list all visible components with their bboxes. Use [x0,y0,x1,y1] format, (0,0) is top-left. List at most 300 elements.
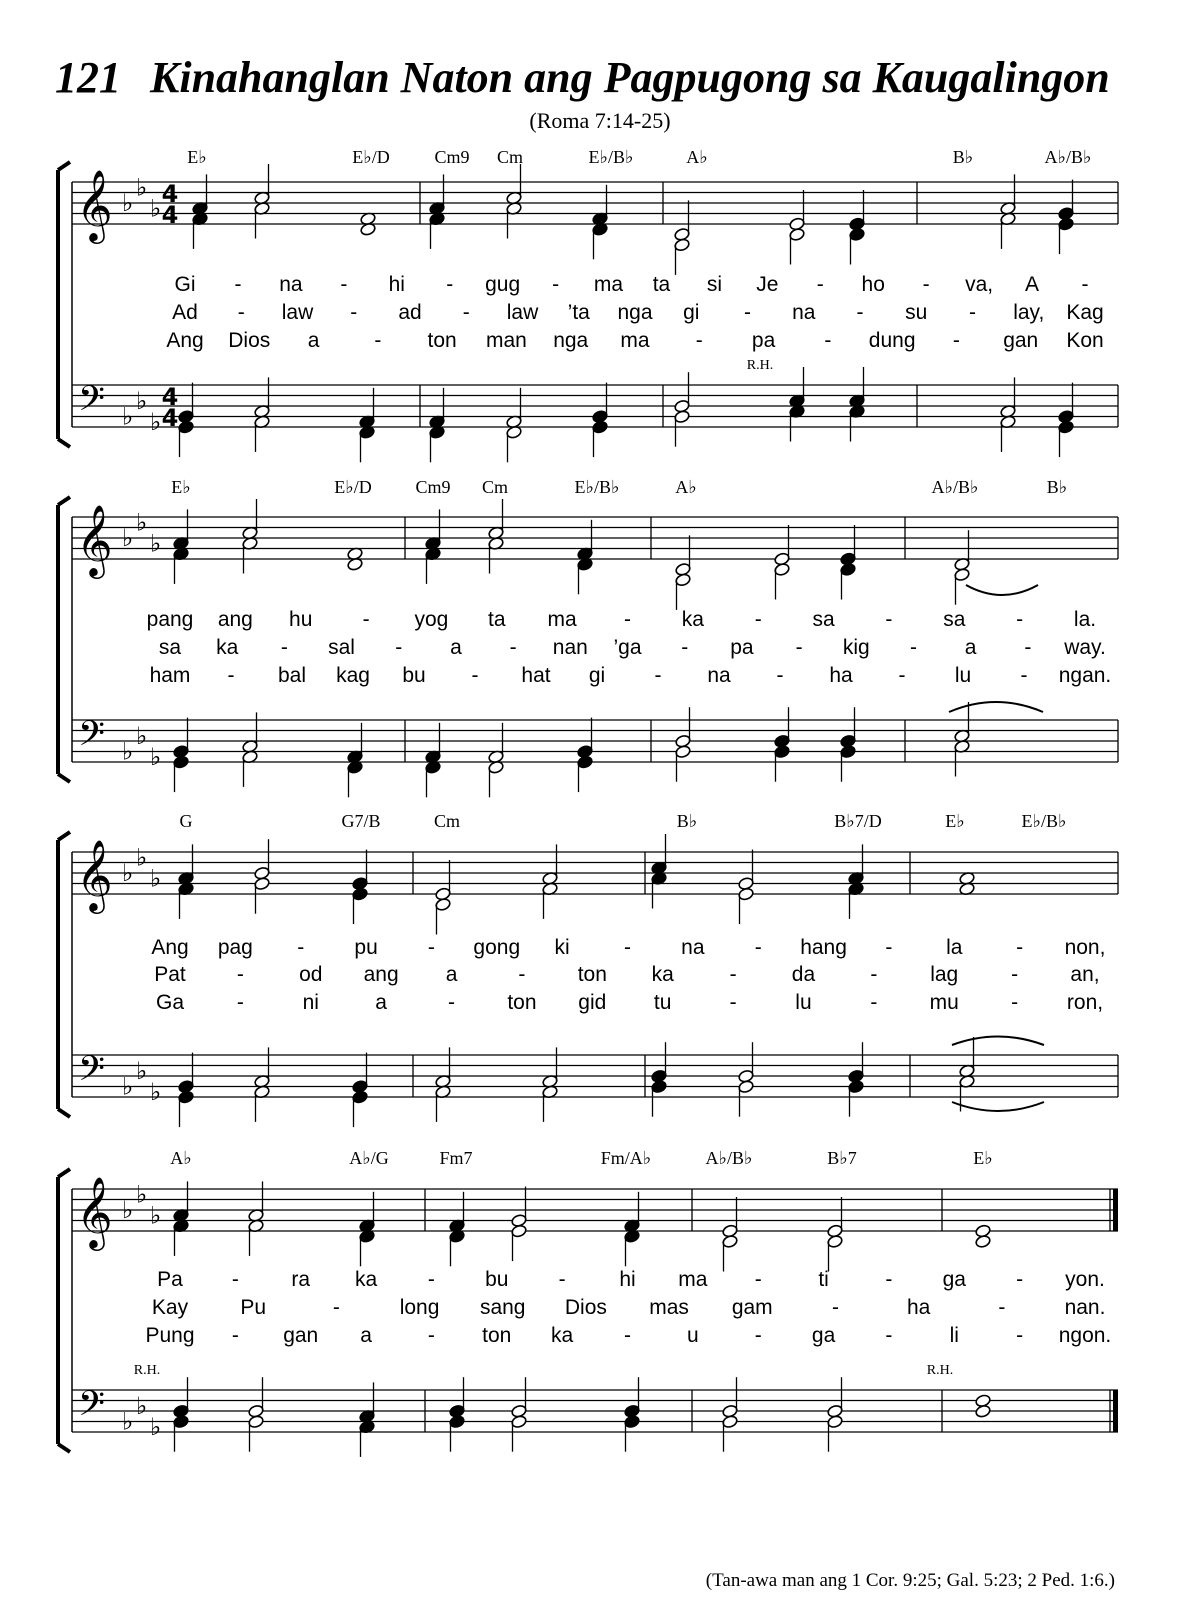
lyric-syllable: an, [1070,963,1100,986]
lyric-syllable: - [754,1268,762,1291]
lyric-syllable: Pu [240,1296,267,1319]
treble-clef-icon: 𝄞 [76,503,113,576]
lyric-syllable: ka [681,608,704,631]
lyric-syllable: gam [731,1296,773,1319]
final-bar-line [1113,1390,1118,1432]
lyric-syllable: - [509,636,517,659]
chord-symbol: E♭/B♭ [1021,811,1067,831]
lyric-syllable: pu [354,936,378,959]
lyric-syllable: ngon. [1058,1324,1112,1347]
lyric-syllable: ka [651,963,674,986]
lyric-syllable: va, [965,273,994,296]
lyric-syllable: hi [388,273,405,296]
lyric-syllable: - [297,936,305,959]
lyric-syllable: sa [943,608,966,631]
lyric-syllable: - [395,636,403,659]
lyric-syllable: ho [861,273,885,296]
lyric-syllable: - [1016,1268,1024,1291]
key-flat-icon: ♭ [150,1412,162,1441]
lyric-syllable: - [681,636,689,659]
treble-note-head-lower [849,227,866,241]
lyric-syllable: sang [479,1296,526,1319]
lyric-syllable: ga [942,1268,966,1291]
treble-note-head-lower [840,562,857,576]
lyric-syllable: - [695,329,703,352]
lyric-syllable: - [885,1324,893,1347]
treble-clef-icon: 𝄞 [76,1175,113,1248]
chord-symbol: Cm [496,147,524,167]
lyric-syllable: Pa [157,1268,183,1291]
key-flat-icon: ♭ [150,742,162,771]
treble-clef-icon: 𝄞 [76,168,113,241]
lyric-syllable: ta [652,273,671,296]
bass-note-head-lower [848,1080,865,1094]
lyric-syllable: mas [649,1296,689,1319]
key-flat-icon: ♭ [136,1057,148,1085]
key-flat-icon: ♭ [122,859,134,888]
bass-clef-icon: 𝄢 [78,713,106,762]
bass-note-head-lower [722,1415,739,1429]
lyric-syllable: - [856,301,864,324]
key-flat-icon: ♭ [136,843,148,872]
lyric-syllable: Kag [1066,301,1104,324]
chord-symbol: E♭ [945,811,965,831]
lyric-syllable: - [885,1268,893,1291]
chord-symbol: Cm9 [415,477,451,497]
right-hand-annotation: R.H. [746,358,774,373]
chord-symbol: E♭ [187,147,207,167]
lyric-syllable: way. [1064,636,1106,659]
time-signature-top: 4 [161,180,179,208]
lyric-syllable: sa [158,636,182,659]
tie-slur [952,1037,1044,1046]
lyric-syllable: - [427,936,435,959]
lyric-syllable: ma [678,1268,708,1291]
lyric-syllable: a [445,963,458,986]
lyric-syllable: na [707,664,731,687]
lyric-syllable: - [237,301,245,324]
lyric-syllable: - [362,608,370,631]
bass-note-head-lower [173,755,190,769]
lyric-syllable: ka [551,1324,574,1347]
bass-clef-icon: 𝄢 [78,1048,106,1097]
bass-note-head-lower [975,1404,992,1418]
chord-symbol: Fm/A♭ [600,1148,652,1168]
lyric-syllable: - [1016,936,1024,959]
lyric-syllable: od [299,963,323,986]
treble-staff [72,1189,1118,1231]
chord-symbol: E♭ [973,1148,993,1168]
lyric-syllable: - [231,1268,239,1291]
lyric-syllable: ham [149,664,191,687]
final-bar-line [1113,1189,1118,1231]
key-flat-icon: ♭ [136,1180,148,1209]
lyric-syllable: - [340,273,348,296]
lyric-syllable: - [462,301,470,324]
lyric-syllable: - [729,963,737,986]
treble-note-head-lower [827,1234,844,1248]
key-flat-icon: ♭ [136,508,148,537]
lyric-syllable: - [952,329,960,352]
lyric-syllable: - [744,301,751,324]
lyric-syllable: - [898,664,906,687]
key-flat-icon: ♭ [122,737,134,766]
bass-note-head-lower [173,1415,190,1429]
bass-clef-icon: 𝄢 [78,1383,106,1432]
lyric-syllable: - [922,273,930,296]
lyric-syllable: ’ta [567,301,590,324]
lyric-syllable: Gi [174,273,196,296]
chord-symbol: A♭/B♭ [1044,147,1092,167]
lyric-syllable: Je [756,273,779,296]
lyric-syllable: a [360,1324,372,1347]
chord-symbol: G [179,811,193,831]
lyric-syllable: la [946,936,963,959]
key-flat-icon: ♭ [136,1392,148,1420]
key-flat-icon: ♭ [150,1077,162,1106]
lyric-syllable: - [824,329,832,352]
chord-symbol: G7/B [341,811,381,831]
lyric-syllable: bal [277,664,307,687]
lyric-syllable: ga [811,1324,836,1347]
lyric-syllable: da [791,963,816,986]
lyric-syllable: ang [363,963,399,986]
lyric-syllable: - [471,664,479,687]
chord-symbol: A♭/B♭ [705,1148,753,1168]
tie-slur [966,585,1038,595]
bass-note-head-lower [592,420,609,434]
hymn-title: Kinahanglan Naton ang Pagpugong sa Kaugalingon [150,53,1110,102]
lyric-syllable: yon. [1065,1268,1105,1291]
lyric-syllable: ma [593,273,624,296]
lyric-syllable: ma [620,329,650,352]
lyric-syllable: ton [427,329,457,352]
treble-note-head-lower [352,887,369,901]
bass-note-head-lower [178,1090,195,1104]
lyric-syllable: - [1081,273,1089,296]
lyric-syllable: - [236,991,244,1014]
treble-note-head-lower [789,227,806,241]
chord-symbol: E♭ [171,477,191,497]
lyric-syllable: ka [354,1268,378,1291]
tie-slur [949,702,1043,712]
lyric-syllable: ti [818,1268,829,1291]
lyric-syllable: A [1025,273,1040,296]
chord-symbol: E♭/D [334,477,372,497]
lyric-syllable: non, [1064,936,1106,959]
chord-symbol: A♭ [686,147,708,167]
key-flat-icon: ♭ [150,529,162,558]
lyric-syllable: - [558,1268,566,1291]
treble-note-head-lower [674,238,691,252]
lyric-syllable: - [1011,963,1019,986]
lyric-syllable: - [448,991,456,1014]
lyric-syllable: - [231,1324,239,1347]
lyric-syllable: a [964,636,977,659]
treble-note-head-lower [675,573,692,587]
bass-note-head-lower [675,745,692,759]
bass-note-head-lower [840,745,857,759]
key-flat-icon: ♭ [150,864,162,893]
lyric-syllable: kig [842,636,870,659]
system-bracket [58,497,70,782]
lyric-syllable: - [870,991,878,1014]
bass-clef-icon: 𝄢 [78,378,106,427]
system-bracket [58,832,70,1117]
treble-note-head-lower [1058,217,1075,231]
bass-note-head-lower [352,1090,369,1104]
lyric-syllable: nan [552,636,588,659]
lyric-syllable: pag [217,936,253,959]
treble-note-head-lower [254,877,271,891]
treble-note-head-lower [511,1224,528,1238]
lyric-syllable: gan [1003,329,1039,352]
lyric-syllable: sal [328,636,355,659]
key-flat-icon: ♭ [136,173,148,202]
lyric-syllable: gug [485,273,521,296]
lyric-syllable: - [624,1324,631,1347]
lyric-syllable: ha [906,1296,931,1319]
bass-note-head-lower [449,1415,466,1429]
treble-staff [72,517,1118,559]
lyric-syllable: - [446,273,454,296]
bass-note-head-lower [248,1415,265,1429]
lyric-syllable: Kay [151,1296,189,1319]
system-bracket [58,162,70,447]
bass-note-head-lower [774,745,791,759]
lyric-syllable: na [681,936,705,959]
lyric-syllable: - [1011,991,1019,1014]
lyric-syllable: si [706,273,722,296]
treble-note-head-lower [738,887,755,901]
lyric-syllable: - [624,936,631,959]
time-signature-bottom: 4 [161,201,179,229]
lyric-syllable: long [399,1296,440,1319]
chord-symbol: E♭/B♭ [574,477,620,497]
lyric-syllable: Ang [166,329,204,352]
key-flat-icon: ♭ [122,1407,134,1436]
treble-note-head-lower [954,568,971,582]
lyric-syllable: pa [730,636,754,659]
lyric-syllable: hat [521,664,551,687]
lyric-syllable: - [350,301,358,324]
lyric-syllable: kag [336,664,370,687]
lyric-syllable: u [687,1324,699,1347]
lyric-syllable: bu [402,664,426,687]
lyric-syllable: na [279,273,303,296]
lyric-syllable: - [1016,608,1024,631]
key-flat-icon: ♭ [122,402,134,431]
scripture-reference: (Roma 7:14-25) [529,108,671,133]
lyric-syllable: - [998,1296,1006,1319]
chord-symbol: A♭/G [349,1148,389,1168]
lyric-syllable: sa [812,608,835,631]
bass-note-head-lower [178,420,195,434]
treble-clef-icon: 𝄞 [76,838,113,911]
key-flat-icon: ♭ [122,524,134,553]
chord-symbol: E♭/D [352,147,390,167]
lyric-syllable: ad [398,301,422,324]
lyric-syllable: - [234,273,242,296]
lyric-syllable: li [949,1324,959,1347]
lyric-syllable: - [909,636,917,659]
chord-symbol: Fm7 [439,1148,473,1168]
lyric-syllable: Ang [151,936,189,959]
lyric-syllable: su [905,301,928,324]
chord-symbol: Cm9 [434,147,470,167]
lyric-syllable: law [281,301,314,324]
key-flat-icon: ♭ [122,1072,134,1101]
lyric-syllable: - [754,936,762,959]
lyric-syllable: ton [507,991,537,1014]
lyric-syllable: la. [1073,608,1097,631]
lyric-syllable: mu [929,991,959,1014]
lyric-syllable: - [885,936,893,959]
lyric-syllable: ngan. [1058,664,1112,687]
chord-symbol: A♭/B♭ [931,477,979,497]
chord-symbol: A♭ [170,1148,192,1168]
lyric-syllable: hi [619,1268,636,1291]
lyric-syllable: nga [553,329,589,352]
lyric-syllable: - [870,963,878,986]
lyric-syllable: a [450,636,462,659]
bass-staff [72,1390,1118,1432]
lyric-syllable: Pung [145,1324,195,1347]
system-bracket [58,1169,70,1452]
lyric-syllable: - [280,636,288,659]
lyric-syllable: - [831,1296,839,1319]
key-flat-icon: ♭ [122,189,134,218]
bass-note-head-lower [651,1080,668,1094]
lyric-syllable: lu [954,664,972,687]
lyric-syllable: - [427,1268,435,1291]
right-hand-annotation: R.H. [926,1363,954,1378]
lyric-syllable: - [552,273,560,296]
lyric-syllable: Ad [172,301,198,324]
lyric-syllable: ni [302,991,319,1014]
lyric-syllable: ’ga [613,636,642,659]
lyric-syllable: - [969,301,976,324]
key-flat-icon: ♭ [150,194,162,223]
lyric-syllable: nga [617,301,653,324]
lyric-syllable: - [1016,1324,1024,1347]
lyric-syllable: - [754,608,762,631]
lyric-syllable: ton [482,1324,512,1347]
lyric-syllable: Dios [564,1296,607,1319]
lyric-syllable: ki [554,936,570,959]
lyric-syllable: ra [291,1268,311,1291]
bass-note-head-lower [577,755,594,769]
key-flat-icon: ♭ [150,1201,162,1230]
bass-note-head-lower [674,410,691,424]
lyric-syllable: Dios [228,329,271,352]
key-flat-icon: ♭ [150,407,162,436]
lyric-syllable: - [374,329,382,352]
right-hand-annotation: R.H. [133,1363,161,1378]
lyric-syllable: ang [217,608,253,631]
chord-symbol: B♭7 [827,1148,857,1168]
treble-note-head-lower [975,1234,992,1248]
lyric-syllable: yog [414,608,449,631]
bass-note-head-lower [1058,420,1075,434]
chord-symbol: A♭ [675,477,697,497]
lyric-syllable: lu [795,991,812,1014]
bass-note-head-lower [624,1415,641,1429]
lyric-syllable: hu [289,608,313,631]
lyric-syllable: - [885,608,893,631]
lyric-syllable: - [1020,664,1028,687]
lyric-syllable: bu [485,1268,509,1291]
chord-symbol: E♭/B♭ [588,147,634,167]
lyric-syllable: dung [868,329,916,352]
lyric-syllable: gi [588,664,606,687]
chord-symbol: B♭7/D [834,811,882,831]
treble-note-head-lower [774,562,791,576]
time-signature-bottom: 4 [161,404,179,432]
key-flat-icon: ♭ [136,387,148,415]
lyric-syllable: ron, [1066,991,1104,1014]
chord-symbol: B♭ [952,147,974,167]
time-signature-top: 4 [161,383,179,411]
lyric-syllable: Ga [155,991,185,1014]
lyric-syllable: nan. [1064,1296,1106,1319]
lyric-syllable: man [485,329,527,352]
lyric-syllable: Pat [154,963,186,986]
lyric-syllable: - [332,1296,340,1319]
lyric-syllable: tu [653,991,672,1014]
lyric-syllable: ta [488,608,506,631]
lyric-syllable: a [375,991,387,1014]
lyric-syllable: pang [146,608,194,631]
lyric-syllable: - [754,1324,762,1347]
lyric-syllable: gong [473,936,521,959]
footer-references: (Tan-awa man ang 1 Cor. 9:25; Gal. 5:23; 2 Ped. 1:6.) [705,1570,1115,1591]
lyric-syllable: gan [283,1324,319,1347]
chord-symbol: Cm [481,477,509,497]
lyric-syllable: - [795,636,803,659]
lyric-syllable: - [518,963,526,986]
key-flat-icon: ♭ [122,1196,134,1225]
lyric-syllable: - [624,608,631,631]
chord-symbol: Cm [433,811,461,831]
lyric-syllable: ha [829,664,853,687]
lyric-syllable: - [427,1324,435,1347]
lyric-syllable: law [506,301,539,324]
lyric-syllable: - [1024,636,1032,659]
lyric-syllable: pa [751,329,776,352]
lyric-syllable: - [816,273,824,296]
chord-symbol: B♭ [676,811,698,831]
lyric-syllable: gid [578,991,607,1014]
lyric-syllable: - [729,991,737,1014]
lyric-syllable: ton [577,963,607,986]
lyric-syllable: ma [547,608,577,631]
lyric-syllable: lay, [1013,301,1045,324]
lyric-syllable: gi [683,301,700,324]
lyric-syllable: a [307,329,320,352]
lyric-syllable: lag [930,963,959,986]
key-flat-icon: ♭ [136,722,148,750]
lyric-syllable: ka [216,636,239,659]
treble-note-head-lower [435,897,452,911]
hymn-number: 121 [55,53,121,102]
lyric-syllable: - [236,963,244,986]
lyric-syllable: - [654,664,662,687]
lyric-syllable: - [227,664,235,687]
lyric-syllable: Kon [1066,329,1104,352]
chord-symbol: B♭ [1046,477,1068,497]
treble-note-head-lower [722,1234,739,1248]
